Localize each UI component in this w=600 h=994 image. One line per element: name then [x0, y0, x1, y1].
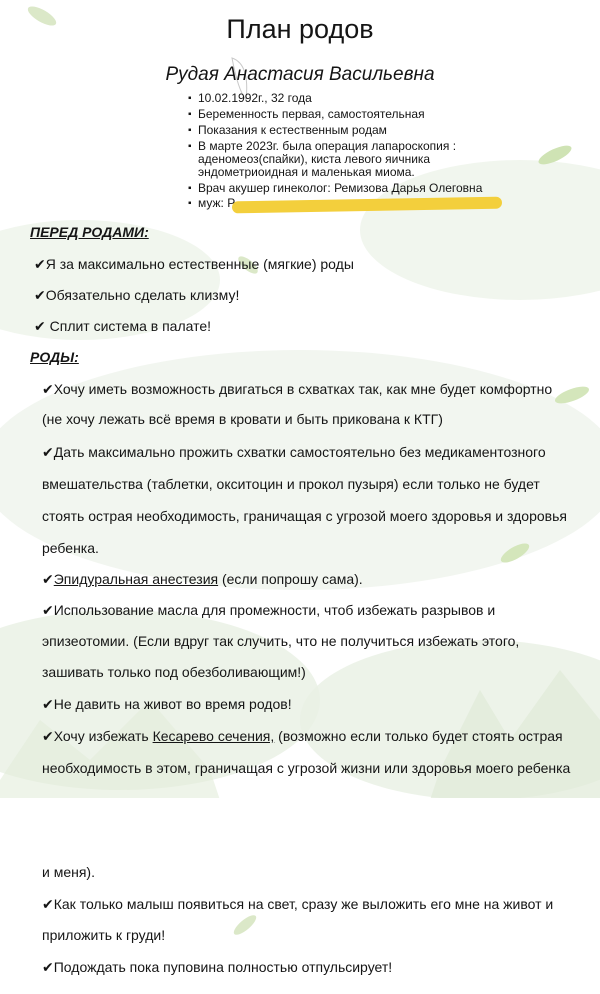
- info-surgery: ▪ В марте 2023г. была операция лапароскопия : аденомеоз(спайки), киста левого яичника эндометриоидная и маленькая миома.: [188, 140, 518, 179]
- birth-item-baby-line-2: приложить к груди!: [42, 927, 166, 943]
- info-doctor: ▪ Врач акушер гинеколог: Ремизова Дарья Олеговна: [188, 182, 518, 195]
- birth-item-cesarean-line-3: и меня).: [42, 864, 95, 880]
- check-icon: ✔: [42, 381, 54, 397]
- birth-item-natural-line-4: ребенка.: [42, 540, 99, 556]
- epidural-link[interactable]: Эпидуральная анестезия: [53, 571, 219, 587]
- check-icon: ✔: [42, 728, 54, 744]
- birth-item-move: ✔Хочу иметь возможность двигаться в схватках так, как мне будет комфортно: [42, 381, 553, 397]
- info-indications: ▪ Показания к естественным родам: [188, 124, 518, 137]
- check-icon: ✔: [42, 444, 54, 460]
- birth-item-natural: ✔Дать максимально прожить схватки самостоятельно без медикаментозного: [42, 444, 546, 460]
- birth-item-cesarean-line-2: необходимость в этом, граничащая с угрозой жизни или здоровья моего ребенка: [42, 760, 571, 776]
- section-before-birth: ПЕРЕД РОДАМИ:: [30, 224, 149, 240]
- patient-info-list: [188, 92, 518, 213]
- page-break: [0, 798, 600, 858]
- info-pregnancy: ▪ Беременность первая, самостоятельная: [188, 108, 518, 121]
- check-icon: ✔: [34, 287, 46, 303]
- info-birthdate: ▪ 10.02.1992г., 32 года: [188, 92, 518, 105]
- birth-item-belly: ✔Не давить на живот во время родов!: [42, 696, 292, 712]
- check-icon: ✔: [42, 571, 54, 587]
- birth-item-oil-line-2: эпизеотомии. (Если вдруг так случить, что не получиться избежать этого,: [42, 633, 520, 649]
- check-icon: ✔: [34, 318, 46, 334]
- birth-item-cord: ✔Подождать пока пуповина полностью отпульсирует!: [42, 959, 393, 975]
- check-icon: ✔: [42, 602, 54, 618]
- check-icon: ✔: [42, 896, 54, 912]
- patient-name: Рудая Анастасия Васильевна: [165, 64, 435, 85]
- birth-item-oil-line-3: зашивать только под обезболивающим!): [42, 664, 306, 680]
- birth-item-epidural: ✔Эпидуральная анестезия (если попрошу сама).: [42, 571, 363, 587]
- birth-item-oil: ✔Использование масла для промежности, чтоб избежать разрывов и: [42, 602, 496, 618]
- before-item-enema: ✔Обязательно сделать клизму!: [34, 287, 240, 303]
- before-item-natural: ✔Я за максимально естественные (мягкие) роды: [34, 256, 354, 272]
- before-item-aircon: ✔ Сплит система в палате!: [34, 318, 212, 334]
- check-icon: ✔: [42, 696, 54, 712]
- birth-item-natural-line-3: стоять острая необходимость, граничащая с угрозой моего здоровья и здоровья: [42, 508, 567, 524]
- page-title: План родов: [226, 14, 374, 44]
- birth-item-natural-line-2: вмешательства (таблетки, окситоцин и прокол пузыря) если только не будет: [42, 476, 540, 492]
- section-birth: РОДЫ:: [30, 349, 79, 365]
- cesarean-link[interactable]: Кесарево сечения,: [152, 728, 275, 744]
- info-husband: ▪ муж: Р: [188, 197, 518, 210]
- birth-item-cesarean: ✔Хочу избежать Кесарево сечения, (возможно если только будет стоять острая: [42, 728, 563, 744]
- check-icon: ✔: [42, 959, 54, 975]
- check-icon: ✔: [34, 256, 46, 272]
- birth-item-baby: ✔Как только малыш появиться на свет, сразу же выложить его мне на живот и: [42, 896, 554, 912]
- birth-item-move-line-2: (не хочу лежать всё время в кровати и быть прикована к КТГ): [42, 411, 443, 427]
